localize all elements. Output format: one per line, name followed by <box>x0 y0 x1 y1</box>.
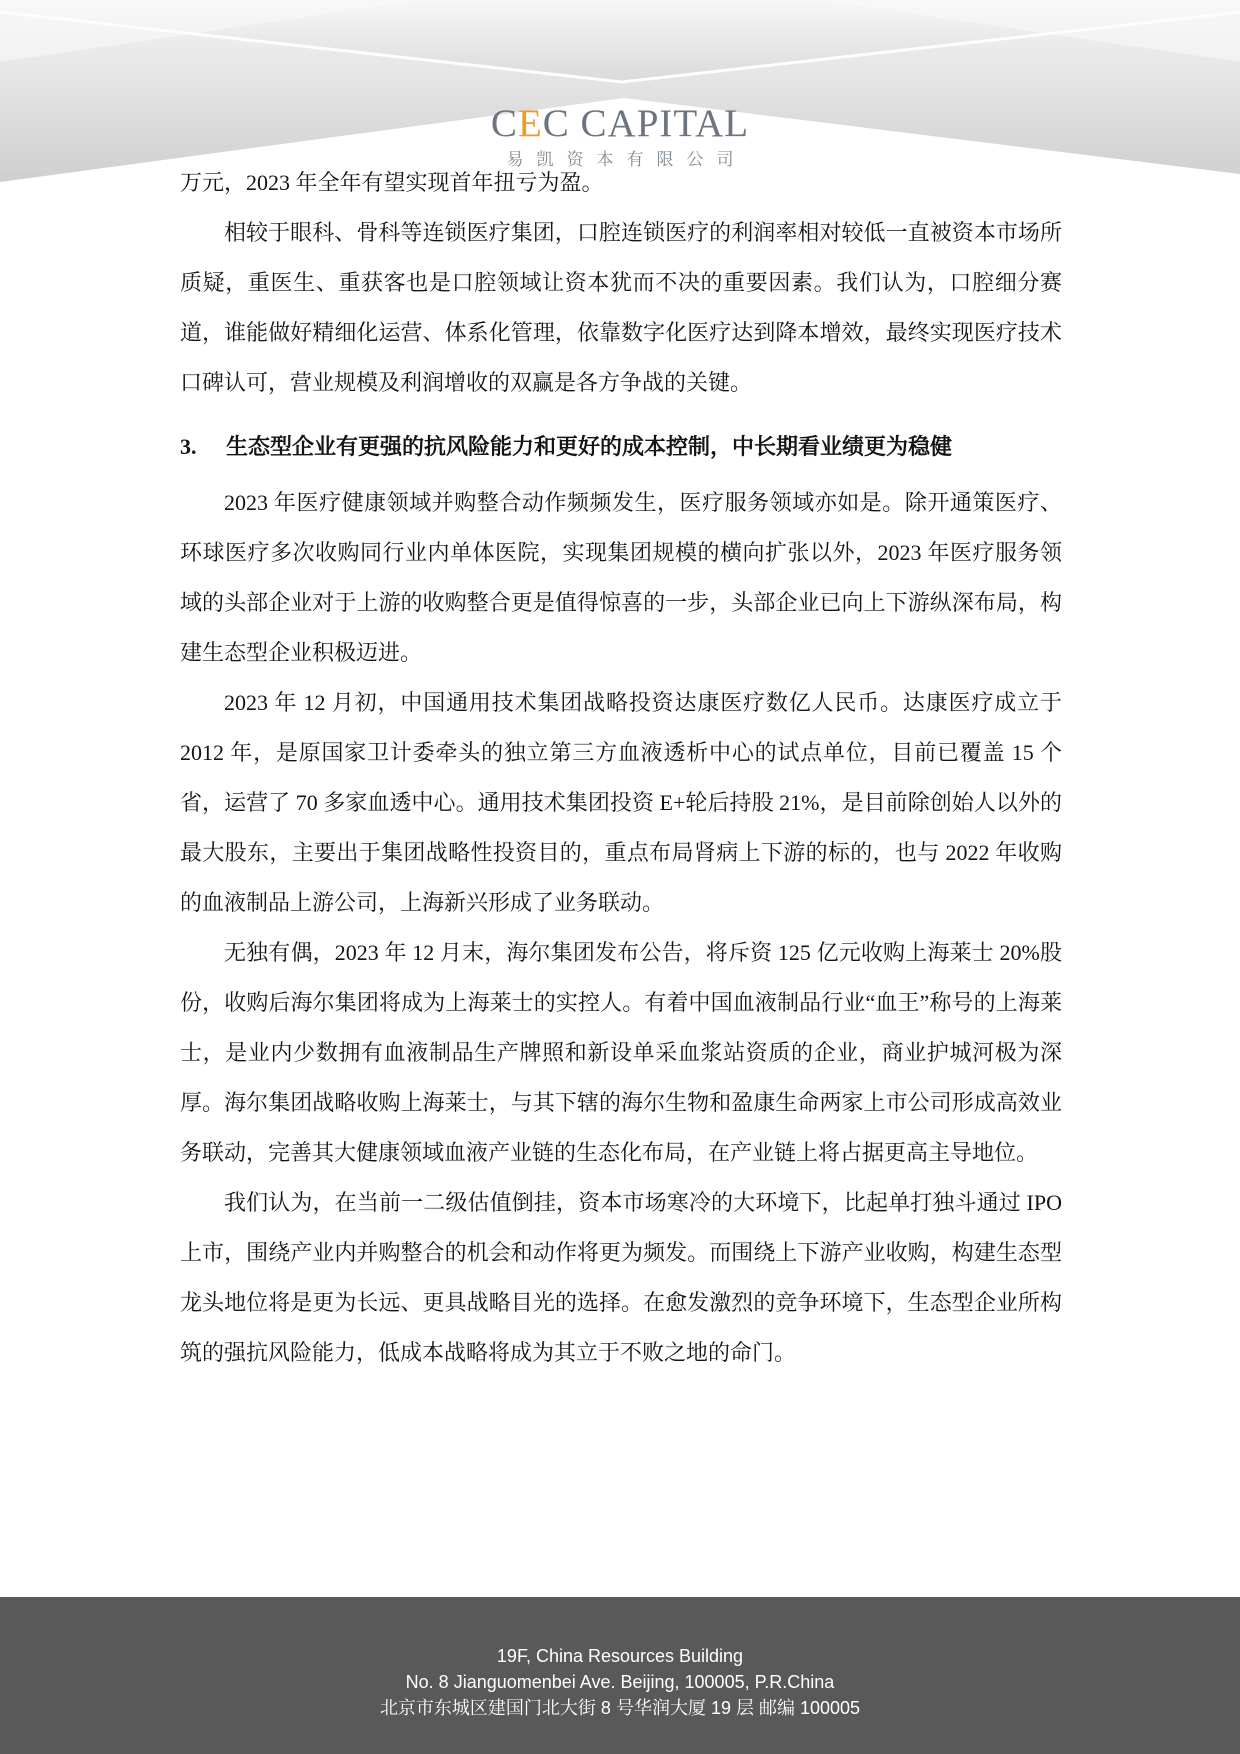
logo-letter-e-orange: E <box>517 102 543 145</box>
section-heading <box>180 422 1062 472</box>
document-body <box>180 158 1062 1378</box>
section-title: 生态型企业有更强的抗风险能力和更好的成本控制，中长期看业绩更为稳健 <box>226 434 953 459</box>
footer-address-line-en-1: 19F, China Resources Building <box>496 1646 744 1666</box>
body-paragraph: 我们认为，在当前一二级估值倒挂，资本市场寒冷的大环境下，比起单打独斗通过 IPO 上市，围绕产业内并购整合的机会和动作将更为频发。而围绕上下游产业收购，构建生态型龙头地位将是更为长远、更具战略目光的选择。在愈发激烈的竞争环境下，生态型企业所构筑的强抗风险能力，低成本战略将成为其立于不败之地的命门。 <box>180 1190 1062 1365</box>
body-paragraph: 2023 年 12 月初，中国通用技术集团战略投资达康医疗数亿人民币。达康医疗成立于 2012 年，是原国家卫计委牵头的独立第三方血液透析中心的试点单位，目前已覆盖 15 个省，运营了 70 多家血透中心。通用技术集团投资 E+轮后持股 21%，是目前除创始人以外的最大股东，主要出于集团战略性投资目的，重点布局肾病上下游的标的，也与 2022 年收购的血液制品上游公司，上海新兴形成了业务联动。 <box>180 690 1062 915</box>
footer-address-line-cn: 北京市东城区建国门北大街 8 号华润大厦 19 层 邮编 100005 <box>379 1698 861 1718</box>
body-paragraph: 无独有偶，2023 年 12 月末，海尔集团发布公告，将斥资 125 亿元收购上海莱士 20%股份，收购后海尔集团将成为上海莱士的实控人。有着中国血液制品行业“血王”称号的上海莱士，是业内少数拥有血液制品生产牌照和新设单采血浆站资质的企业，商业护城河极为深厚。海尔集团战略收购上海莱士，与其下辖的海尔生物和盈康生命两家上市公司形成高效业务联动，完善其大健康领域血液产业链的生态化布局，在产业链上将占据更高主导地位。 <box>180 940 1062 1165</box>
page-footer <box>0 1597 1240 1754</box>
footer-address-line-en-2: No. 8 Jianguomenbei Ave. Beijing, 100005, P.R.China <box>405 1672 835 1692</box>
logo-letter-c1: C <box>490 102 518 145</box>
section-number: 3. <box>180 434 197 459</box>
body-paragraph: 相较于眼科、骨科等连锁医疗集团，口腔连锁医疗的利润率相对较低一直被资本市场所质疑，重医生、重获客也是口腔领域让资本犹而不决的重要因素。我们认为，口腔细分赛道，谁能做好精细化运营、体系化管理，依靠数字化医疗达到降本增效，最终实现医疗技术口碑认可，营业规模及利润增收的双赢是各方争战的关键。 <box>180 220 1062 395</box>
body-paragraph: 万元，2023 年全年有望实现首年扭亏为盈。 <box>180 170 604 195</box>
logo-wordmark-rest: C CAPITAL <box>542 102 750 145</box>
logo-chinese-subtitle: 易凯资本有限公司 <box>506 150 747 169</box>
logo-wordmark <box>0 104 1240 143</box>
body-paragraph: 2023 年医疗健康领域并购整合动作频频发生，医疗服务领域亦如是。除开通策医疗、环球医疗多次收购同行业内单体医院，实现集团规模的横向扩张以外，2023 年医疗服务领域的头部企业对于上游的收购整合更是值得惊喜的一步，头部企业已向上下游纵深布局，构建生态型企业积极迈进。 <box>180 490 1062 665</box>
